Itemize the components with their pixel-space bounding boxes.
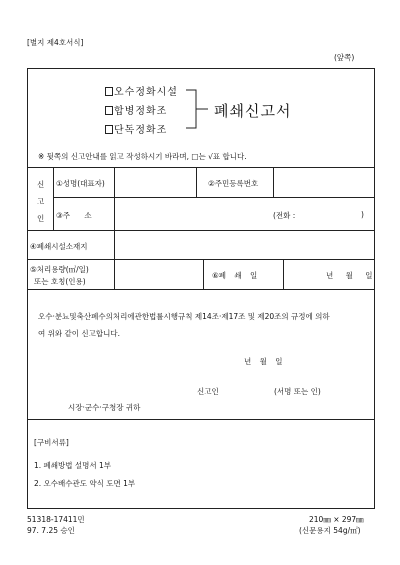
facility-option-single[interactable]: 단독정화조 <box>105 121 167 136</box>
document-item: 2. 오수배수관도 약식 도면 1부 <box>34 479 136 488</box>
declaration-line-1: 오수·분뇨및축산폐수의처리에관한법률시행규칙 제14조·제17조 및 제20조의 규정에 의하 <box>38 312 330 321</box>
facility-option-combined[interactable]: 합병정화조 <box>105 102 167 117</box>
name-field[interactable] <box>116 169 194 195</box>
address-label: ③주 소 <box>56 211 92 220</box>
capacity-label: ⑤처리용량(㎥/일) <box>30 265 89 274</box>
facility-option-sewage[interactable]: 오수정화시설 <box>105 83 178 98</box>
checkbox-icon[interactable] <box>105 106 113 115</box>
signature-label: (서명 또는 인) <box>274 387 321 396</box>
form-sheet <box>27 68 375 509</box>
report-date[interactable]: 년 월 일 <box>244 357 283 366</box>
phone-label: (전화 : <box>273 211 296 220</box>
phone-close: ) <box>361 210 364 219</box>
capacity-field[interactable] <box>116 261 202 287</box>
paper-size: 210㎜ × 297㎜ <box>309 515 364 524</box>
page-side-label: (앞쪽) <box>334 53 355 62</box>
declaration-line-2: 여 위와 같이 신고합니다. <box>38 329 120 338</box>
location-field[interactable] <box>116 232 372 258</box>
form-code: 51318-17411민 <box>27 515 85 524</box>
checkbox-icon[interactable] <box>105 87 113 96</box>
recipient-text: 시장·군수·구청장 귀하 <box>68 403 141 412</box>
applicant-label-3: 인 <box>37 214 45 223</box>
paper-type: (신문용지 54g/㎡) <box>299 526 361 535</box>
closure-date-field[interactable]: 년 월 일 <box>326 271 373 280</box>
id-number-label: ②주민등록번호 <box>208 179 259 188</box>
address-field[interactable] <box>116 199 372 228</box>
form-number: [별지 제4호서식] <box>27 38 84 47</box>
bracket-icon <box>186 87 210 133</box>
documents-title: [구비서류] <box>34 438 69 447</box>
applicant-label-2: 고 <box>37 197 45 206</box>
applicant-label-1: 신 <box>37 180 45 189</box>
id-number-field[interactable] <box>275 169 372 195</box>
closure-date-label: ⑥폐 쇄 일 <box>212 271 258 280</box>
capacity-sublabel: 또는 호칭(인용) <box>34 277 86 286</box>
location-label: ④폐쇄시설소재지 <box>30 242 88 251</box>
reporter-label: 신고인 <box>197 387 219 396</box>
name-label: ①성명(대표자) <box>56 179 105 188</box>
page-title: 폐쇄신고서 <box>214 102 292 120</box>
checkbox-icon[interactable] <box>105 125 113 134</box>
instruction-text: ※ 뒷쪽의 신고안내를 읽고 작성하시기 바라며, □는 √표 합니다. <box>38 152 247 161</box>
document-item: 1. 폐쇄방법 설명서 1부 <box>34 461 112 470</box>
approval-date: 97. 7.25 승인 <box>27 526 75 535</box>
